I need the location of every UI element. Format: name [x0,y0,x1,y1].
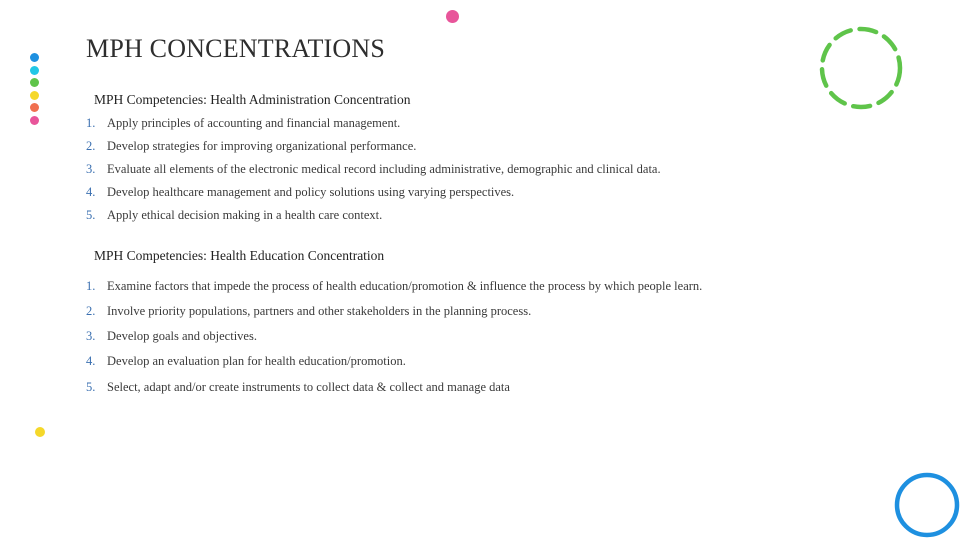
list-item: 2. Involve priority populations, partners and other stakeholders in the planning process. [86,304,532,318]
section-heading-health-education: MPH Competencies: Health Education Concentration [94,248,385,263]
list-item: 1. Apply principles of accounting and financial management. [86,116,401,130]
page-title: MPH CONCENTRATIONS [86,34,386,63]
dashed-green-circle [822,29,900,107]
list-item: 1. Examine factors that impede the process of health education/promotion & influence the process by which people learn. [86,279,703,293]
list-item: 4. Develop an evaluation plan for health education/promotion. [86,354,406,368]
list-item: 4. Develop healthcare management and policy solutions using varying perspectives. [86,185,515,199]
list-item: 2. Develop strategies for improving organizational performance. [86,139,417,153]
section-heading-health-administration: MPH Competencies: Health Administration Concentration [94,92,411,107]
list-item: 5. Apply ethical decision making in a health care context. [86,208,383,222]
list-item: 3. Evaluate all elements of the electronic medical record including administrative, demographic and clinical data. [86,162,661,176]
blue-ring [897,475,957,535]
list-item: 3. Develop goals and objectives. [86,329,257,343]
list-item: 5. Select, adapt and/or create instruments to collect data & collect and manage data [86,380,510,394]
